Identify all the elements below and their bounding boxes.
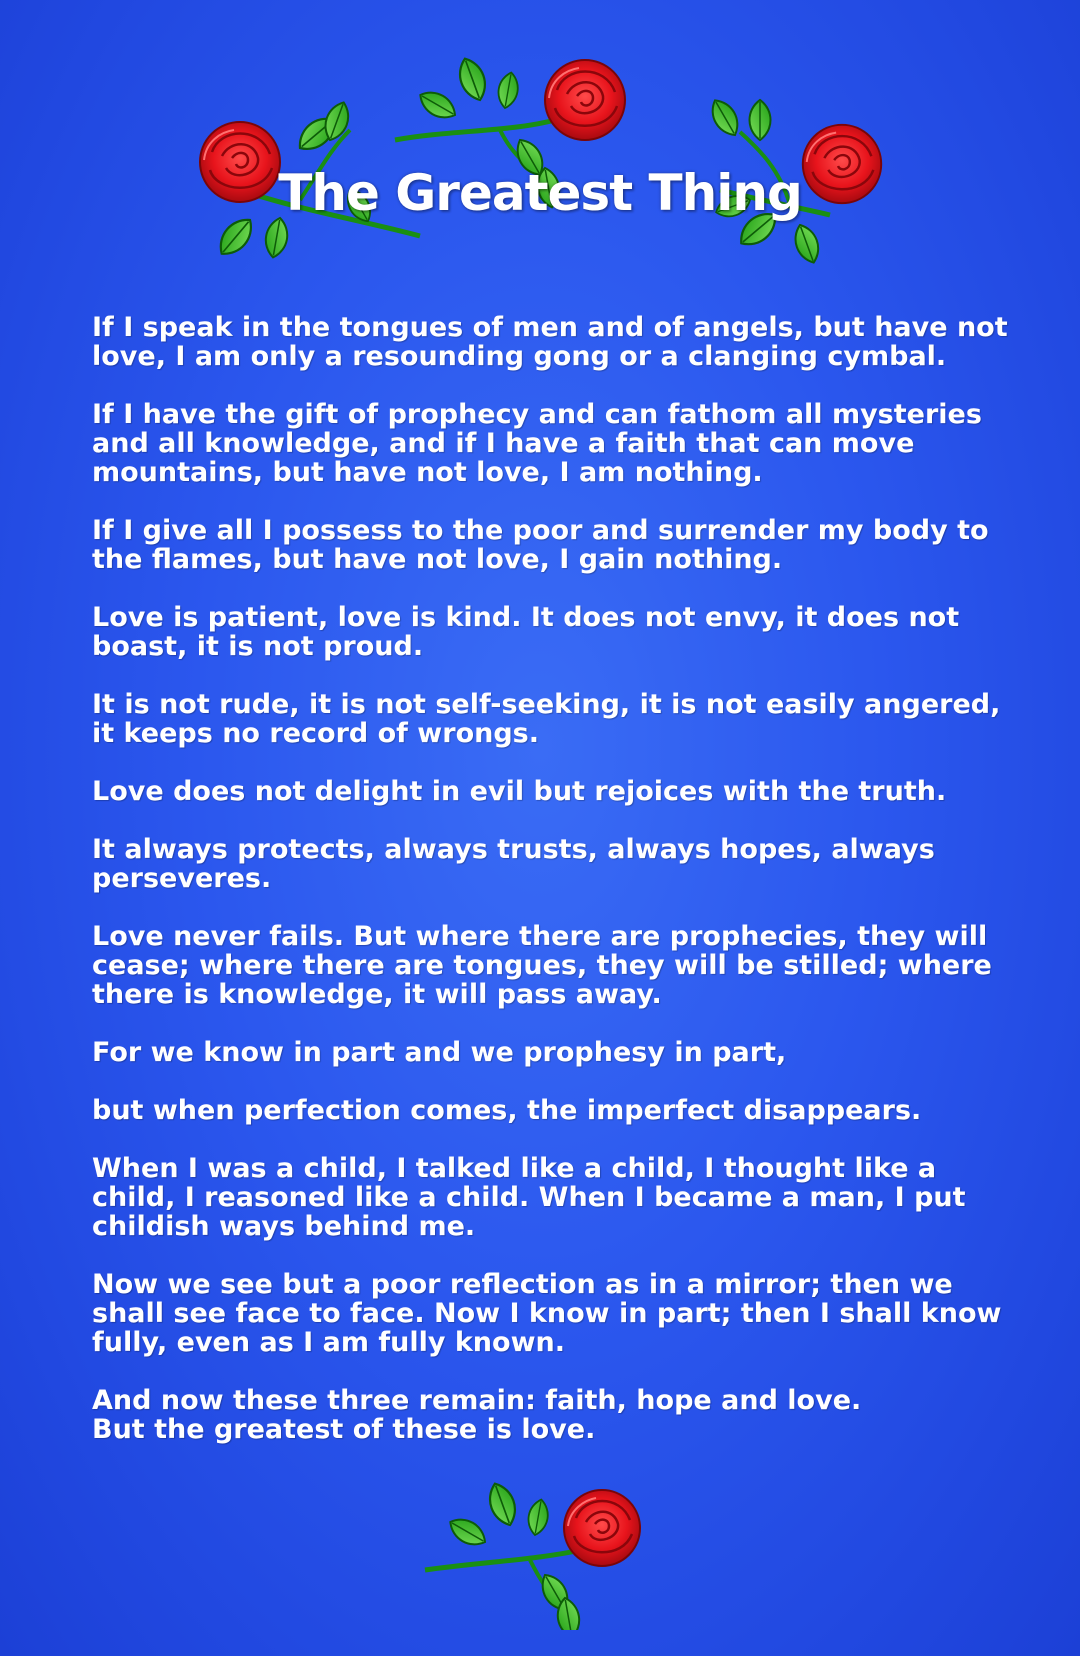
paragraph: Love never fails. But where there are prophecies, they will cease; where there are tongues, they will be stilled; where there is knowledge, it will pass away. bbox=[92, 921, 992, 1010]
paragraph: And now these three remain: faith, hope and love. But the greatest of these is love. bbox=[92, 1385, 862, 1445]
page-title: The Greatest Thing bbox=[278, 164, 802, 222]
paragraph: When I was a child, I talked like a child, I thought like a child, I reasoned like a child. When I became a man, I put childish ways behind me. bbox=[92, 1153, 966, 1242]
poem-body bbox=[92, 313, 1012, 1473]
paragraph: Love is patient, love is kind. It does not envy, it does not boast, it is not proud. bbox=[92, 602, 960, 662]
paragraph: Love does not delight in evil but rejoices with the truth. bbox=[92, 776, 947, 807]
paragraph: It is not rude, it is not self-seeking, it is not easily angered, it keeps no record of wrongs. bbox=[92, 689, 1001, 749]
paragraph: For we know in part and we prophesy in part, bbox=[92, 1037, 787, 1068]
paragraph: If I have the gift of prophecy and can fathom all mysteries and all knowledge, and if I have a faith that can move mountains, but have not love, I am nothing. bbox=[92, 399, 982, 488]
paragraph: If I speak in the tongues of men and of angels, but have not love, I am only a resounding gong or a clanging cymbal. bbox=[92, 312, 1008, 372]
header-decoration bbox=[0, 40, 1080, 270]
paragraph: but when perfection comes, the imperfect disappears. bbox=[92, 1095, 922, 1126]
rose-icon bbox=[0, 1470, 1080, 1630]
paragraph: It always protects, always trusts, always hopes, always perseveres. bbox=[92, 834, 935, 894]
rose-garland bbox=[0, 40, 1080, 270]
footer-decoration bbox=[0, 1470, 1080, 1630]
paragraph: Now we see but a poor reflection as in a mirror; then we shall see face to face. Now I know in part; then I shall know fully, even as I am fully known. bbox=[92, 1269, 1002, 1358]
paragraph: If I give all I possess to the poor and surrender my body to the flames, but have not love, I gain nothing. bbox=[92, 515, 989, 575]
